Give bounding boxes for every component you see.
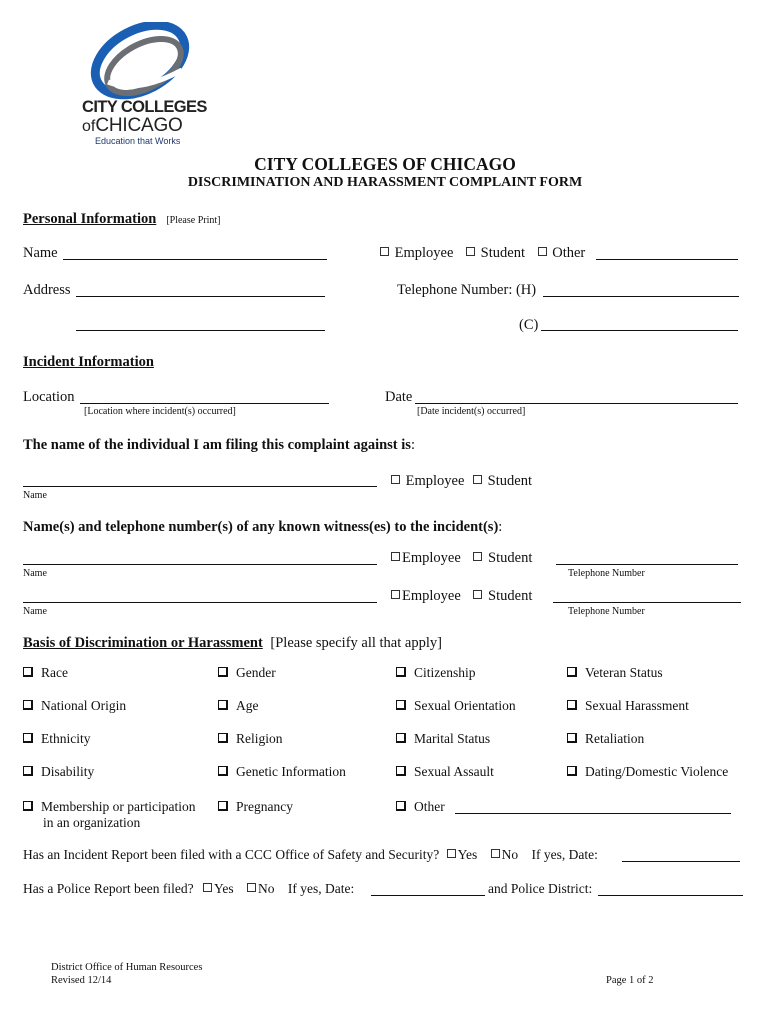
- basis-ethnicity: [23, 731, 91, 747]
- witness-1-employee-label: Employee: [402, 550, 461, 566]
- basis-marital-status: [396, 731, 490, 747]
- police-report-date-field[interactable]: [371, 895, 485, 896]
- location-label: Location: [23, 389, 75, 405]
- against-heading-row: [23, 437, 415, 454]
- citizenship-checkbox[interactable]: [396, 667, 406, 677]
- witness-1-name-field[interactable]: [23, 564, 377, 565]
- logo-of: of: [82, 118, 96, 135]
- other-checkbox[interactable]: [538, 247, 547, 256]
- witness-2-student-label: Student: [488, 588, 533, 604]
- location-hint: [Location where incident(s) occurred]: [84, 406, 236, 417]
- address-label: Address: [23, 282, 71, 298]
- veteran-label: Veteran Status: [585, 665, 663, 680]
- retaliation-checkbox[interactable]: [567, 733, 577, 743]
- police-report-yes-checkbox[interactable]: [203, 883, 212, 892]
- basis-sexual-harassment: [567, 698, 689, 714]
- witness-1-role-row: [391, 550, 532, 567]
- age-label: Age: [236, 698, 259, 713]
- tel-cell-field[interactable]: [541, 330, 738, 331]
- citizenship-label: Citizenship: [414, 665, 476, 680]
- against-employee-checkbox[interactable]: [391, 475, 400, 484]
- witness-2-student-checkbox[interactable]: [473, 590, 482, 599]
- against-employee-label: Employee: [405, 473, 465, 489]
- basis-pregnancy: [218, 799, 293, 815]
- membership-label-2: in an organization: [43, 815, 141, 830]
- footer-page-number: Page 1 of 2: [606, 975, 654, 986]
- name-field[interactable]: [63, 259, 327, 260]
- pregnancy-checkbox[interactable]: [218, 801, 228, 811]
- basis-sexual-orientation: [396, 698, 516, 714]
- other-label: Other: [552, 245, 586, 261]
- gender-checkbox[interactable]: [218, 667, 228, 677]
- basis-other-checkbox[interactable]: [396, 801, 406, 811]
- personal-role-row: [380, 245, 585, 262]
- disability-label: Disability: [41, 764, 95, 779]
- police-district-field[interactable]: [598, 895, 743, 896]
- veteran-checkbox[interactable]: [567, 667, 577, 677]
- incident-report-yes-checkbox[interactable]: [447, 849, 456, 858]
- employee-checkbox[interactable]: [380, 247, 389, 256]
- basis-national-origin: [23, 698, 126, 714]
- witness-1-student-label: Student: [488, 550, 533, 566]
- against-heading: The name of the individual I am filing this complaint against is: [23, 437, 411, 453]
- gender-label: Gender: [236, 665, 276, 680]
- race-label: Race: [41, 665, 68, 680]
- basis-religion: [218, 731, 283, 747]
- tel-cell-label: (C): [519, 317, 539, 333]
- basis-disability: [23, 764, 94, 780]
- incident-report-question: Has an Incident Report been filed with a CCC Office of Safety and Security?: [23, 847, 440, 862]
- witness-heading-row: [23, 519, 502, 536]
- national-origin-label: National Origin: [41, 698, 127, 713]
- basis-other-label: Other: [414, 799, 445, 814]
- incident-report-yes-label: Yes: [457, 847, 478, 862]
- marital-status-label: Marital Status: [414, 731, 491, 746]
- employee-label: Employee: [394, 245, 454, 261]
- footer-office: District Office of Human Resources: [51, 962, 203, 973]
- membership-label-1: Membership or participation: [41, 799, 196, 814]
- basis-citizenship: [396, 665, 476, 681]
- incident-report-row: [23, 847, 598, 863]
- witness-2-employee-label: Employee: [402, 588, 461, 604]
- basis-heading-row: [23, 635, 442, 652]
- basis-note: [Please specify all that apply]: [270, 635, 442, 651]
- other-field[interactable]: [596, 259, 738, 260]
- against-name-field[interactable]: [23, 486, 377, 487]
- logo-chicago: CHICAGO: [95, 115, 183, 136]
- ethnicity-checkbox[interactable]: [23, 733, 33, 743]
- sexual-harassment-checkbox[interactable]: [567, 700, 577, 710]
- sexual-orientation-checkbox[interactable]: [396, 700, 406, 710]
- dating-violence-label: Dating/Domestic Violence: [585, 764, 729, 779]
- student-label: Student: [480, 245, 525, 261]
- against-colon: :: [410, 437, 415, 453]
- address-field-1[interactable]: [76, 296, 325, 297]
- witness-heading: Name(s) and telephone number(s) of any known witness(es) to the incident(s): [23, 519, 499, 535]
- witness-1-phone-caption: Telephone Number: [568, 568, 645, 579]
- against-student-label: Student: [487, 473, 532, 489]
- basis-age: [218, 698, 259, 714]
- page-subtitle: DISCRIMINATION AND HARASSMENT COMPLAINT FORM: [187, 175, 583, 190]
- ethnicity-label: Ethnicity: [41, 731, 91, 746]
- police-report-date-label: If yes, Date:: [287, 881, 355, 896]
- witness-1-student-checkbox[interactable]: [473, 552, 482, 561]
- witness-1-employee-checkbox[interactable]: [391, 552, 400, 561]
- date-field[interactable]: [415, 403, 738, 404]
- membership-checkbox[interactable]: [23, 801, 33, 811]
- basis-retaliation: [567, 731, 644, 747]
- witness-2-phone-field[interactable]: [553, 602, 741, 603]
- witness-2-phone-caption: Telephone Number: [568, 606, 645, 617]
- retaliation-label: Retaliation: [585, 731, 645, 746]
- basis-dating-violence: [567, 764, 728, 780]
- logo-tagline: Education that Works: [95, 136, 181, 146]
- basis-heading: Basis of Discrimination or Harassment: [23, 635, 263, 651]
- against-role-row: [391, 473, 532, 490]
- witness-colon: :: [498, 519, 503, 535]
- incident-report-no-checkbox[interactable]: [491, 849, 500, 858]
- sexual-assault-checkbox[interactable]: [396, 766, 406, 776]
- police-report-question: Has a Police Report been filed?: [23, 881, 194, 896]
- police-district-label: and Police District:: [488, 881, 593, 896]
- address-field-2[interactable]: [76, 330, 325, 331]
- disability-checkbox[interactable]: [23, 766, 33, 776]
- name-label: Name: [23, 245, 58, 261]
- student-checkbox[interactable]: [466, 247, 475, 256]
- witness-2-name-field[interactable]: [23, 602, 377, 603]
- personal-heading: Personal Information: [23, 211, 157, 227]
- police-report-yes-label: Yes: [213, 881, 234, 896]
- basis-gender: [218, 665, 276, 681]
- tel-home-field[interactable]: [543, 296, 739, 297]
- age-checkbox[interactable]: [218, 700, 228, 710]
- genetic-information-checkbox[interactable]: [218, 766, 228, 776]
- personal-heading-row: [23, 210, 220, 228]
- religion-checkbox[interactable]: [218, 733, 228, 743]
- please-print-note: [Please Print]: [166, 215, 221, 226]
- basis-other: [396, 799, 445, 815]
- sexual-orientation-label: Sexual Orientation: [414, 698, 516, 713]
- incident-heading: Incident Information: [23, 354, 154, 370]
- pregnancy-label: Pregnancy: [236, 799, 293, 814]
- race-checkbox[interactable]: [23, 667, 33, 677]
- against-name-caption: Name: [23, 490, 47, 501]
- sexual-assault-label: Sexual Assault: [414, 764, 494, 779]
- tel-home-label: Telephone Number: (H): [397, 282, 537, 298]
- incident-report-date-label: If yes, Date:: [531, 847, 598, 862]
- incident-report-no-label: No: [501, 847, 519, 862]
- marital-status-checkbox[interactable]: [396, 733, 406, 743]
- location-field[interactable]: [80, 403, 329, 404]
- police-report-no-label: No: [257, 881, 275, 896]
- basis-genetic-information: [218, 764, 346, 780]
- witness-2-employee-checkbox[interactable]: [391, 590, 400, 599]
- police-report-row: [23, 881, 354, 897]
- date-hint: [Date incident(s) occurred]: [417, 406, 526, 417]
- national-origin-checkbox[interactable]: [23, 700, 33, 710]
- logo-text-line2: [82, 115, 183, 137]
- police-report-no-checkbox[interactable]: [247, 883, 256, 892]
- genetic-information-label: Genetic Information: [236, 764, 346, 779]
- witness-1-phone-field[interactable]: [556, 564, 738, 565]
- religion-label: Religion: [236, 731, 283, 746]
- incident-report-date-field[interactable]: [622, 861, 740, 862]
- date-label: Date: [385, 389, 413, 405]
- logo-text-line1: CITY COLLEGES: [82, 98, 207, 116]
- sexual-harassment-label: Sexual Harassment: [585, 698, 689, 713]
- basis-race: [23, 665, 68, 681]
- witness-2-role-row: [391, 588, 532, 605]
- page-title: CITY COLLEGES OF CHICAGO: [254, 154, 516, 174]
- against-student-checkbox[interactable]: [473, 475, 482, 484]
- footer-revised: Revised 12/14: [51, 975, 112, 986]
- basis-other-field[interactable]: [455, 813, 731, 814]
- basis-membership: [23, 799, 195, 815]
- witness-2-name-caption: Name: [23, 606, 47, 617]
- witness-1-name-caption: Name: [23, 568, 47, 579]
- dating-violence-checkbox[interactable]: [567, 766, 577, 776]
- basis-veteran: [567, 665, 663, 681]
- basis-sexual-assault: [396, 764, 494, 780]
